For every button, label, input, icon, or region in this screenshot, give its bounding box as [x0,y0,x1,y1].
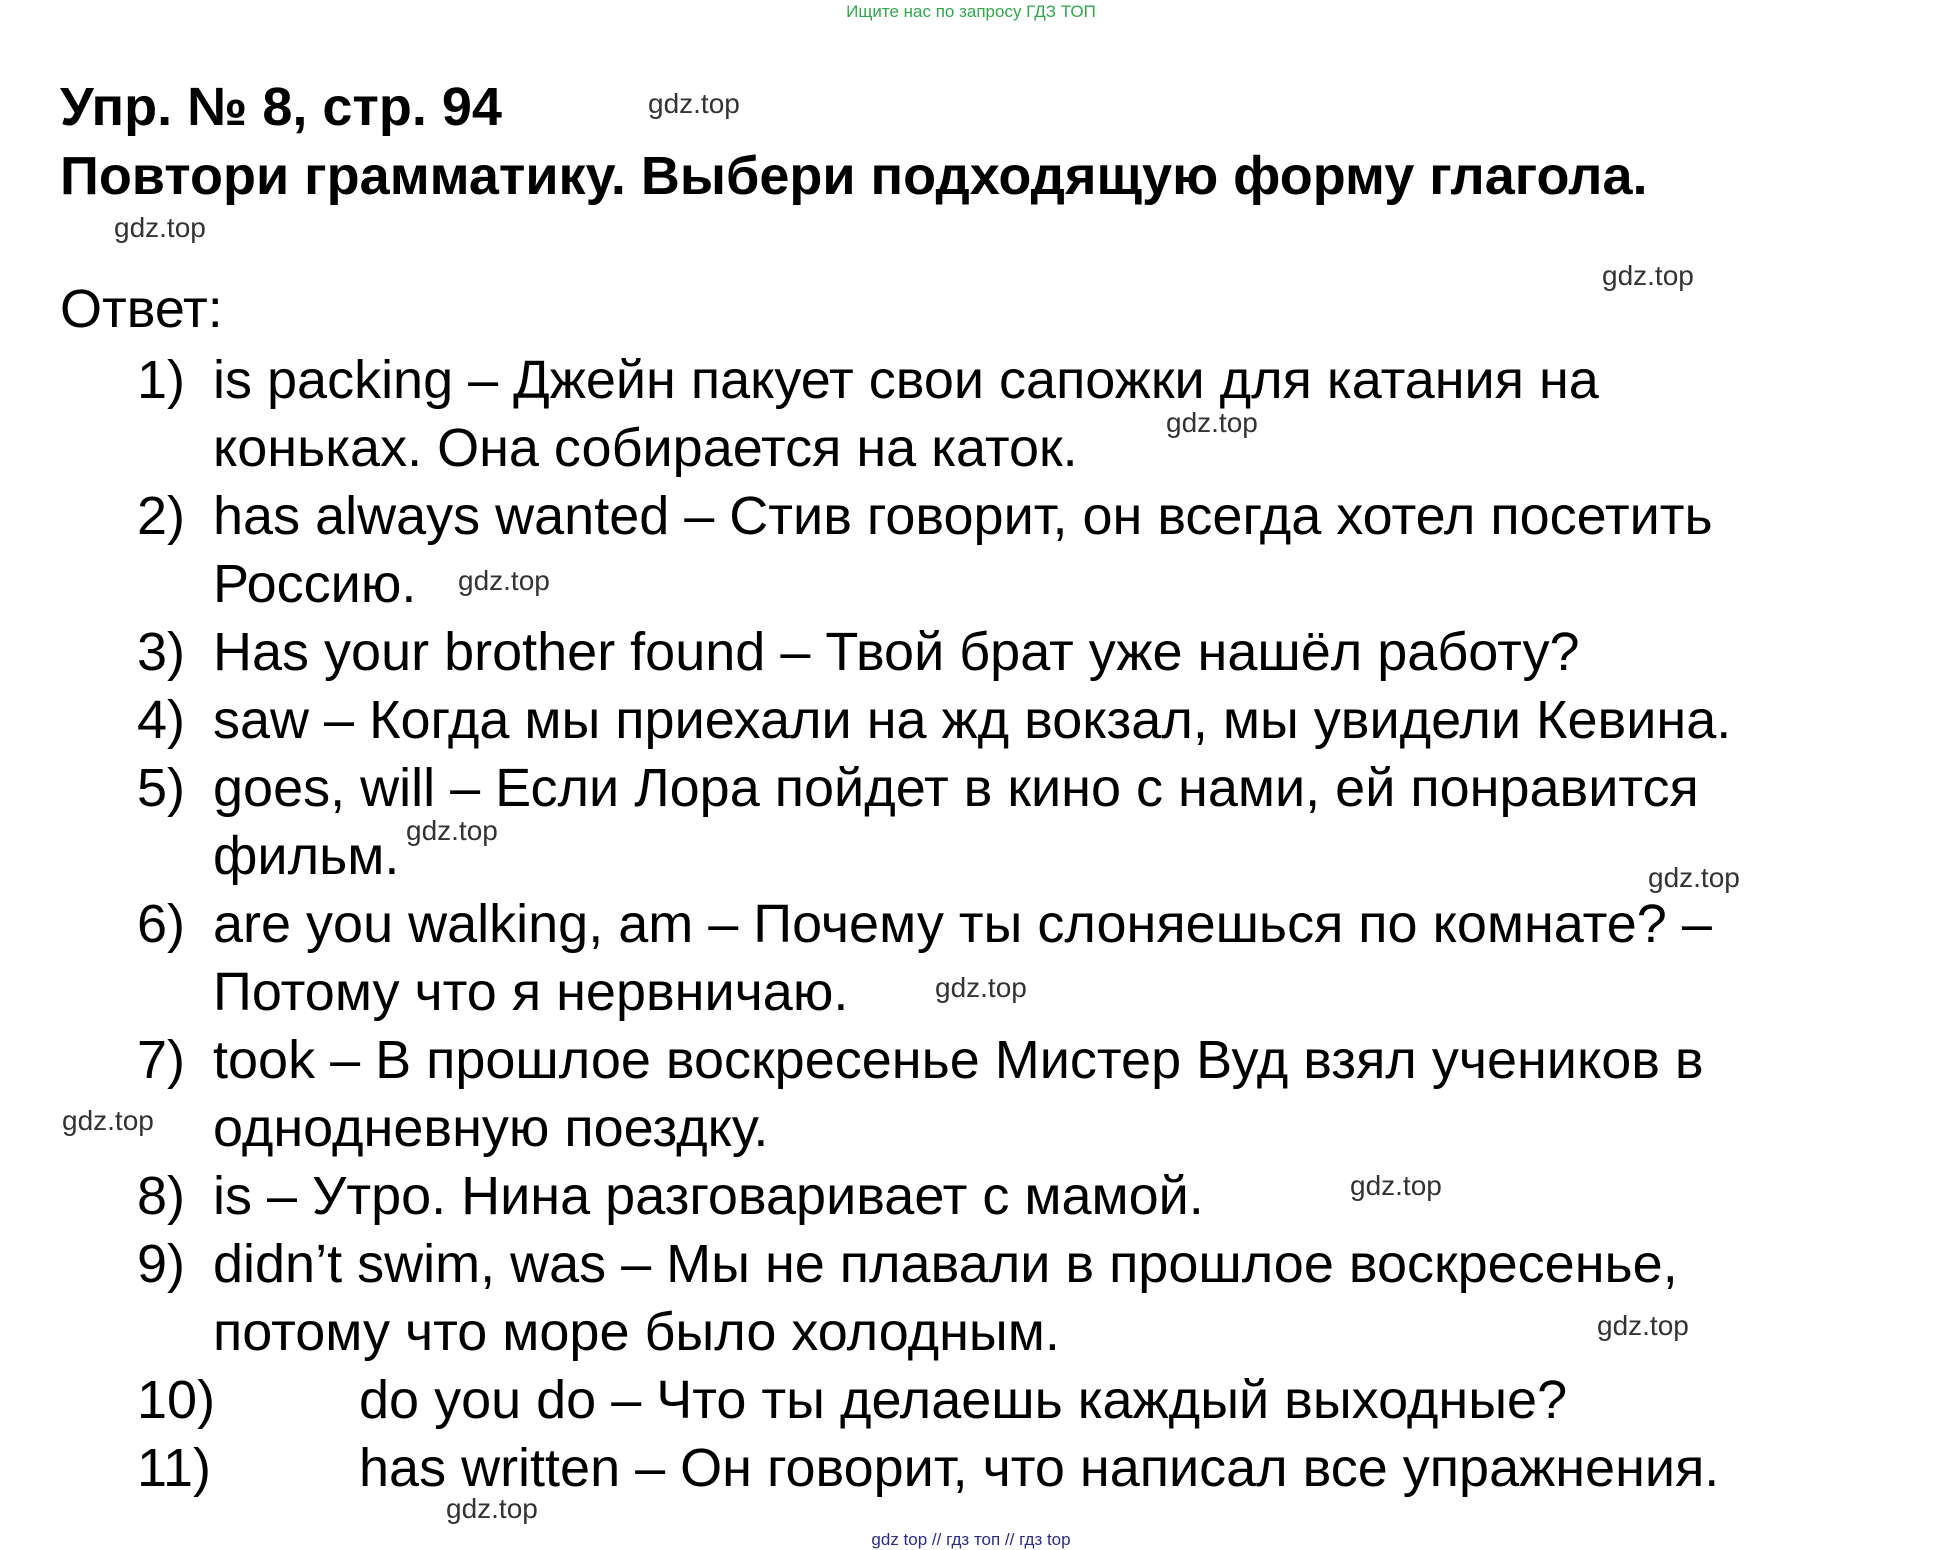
answer-text: are you walking, am – Почему ты слоняешься по комнате? – [213,894,1712,954]
watermark: gdz.top [446,1493,538,1524]
answer-label: Ответ: [60,279,223,339]
watermark: gdz.top [1648,862,1740,893]
answer-text: Россию. [213,554,417,614]
watermark: gdz.top [406,815,498,846]
answer-number: 7) [137,1030,186,1090]
answer-text: is – Утро. Нина разговаривает с мамой. [213,1166,1204,1226]
answer-number: 10) [137,1370,216,1430]
answer-text: has written – Он говорит, что написал все упражнения. [359,1438,1720,1498]
answer-text: didn’t swim, was – Мы не плавали в прошлое воскресенье, [213,1234,1678,1294]
top-banner: Ищите нас по запросу ГДЗ ТОП [846,2,1096,21]
answer-text: потому что море было холодным. [213,1302,1060,1362]
answer-text: do you do – Что ты делаешь каждый выходные? [359,1370,1568,1430]
watermark: gdz.top [114,212,206,243]
exercise-instruction: Повтори грамматику. Выбери подходящую форму глагола. [60,146,1648,206]
bottom-banner: gdz top // гдз топ // гдз top [871,1530,1071,1549]
exercise-title: Упр. № 8, стр. 94 [60,77,502,137]
answer-number: 6) [137,894,186,954]
answer-text: Потому что я нервничаю. [213,962,849,1022]
watermark: gdz.top [1350,1170,1442,1201]
answer-text: Has your brother found – Твой брат уже нашёл работу? [213,622,1580,682]
watermark: gdz.top [935,972,1027,1003]
watermark: gdz.top [458,565,550,596]
answer-text: однодневную поездку. [213,1098,769,1158]
answer-text: saw – Когда мы приехали на жд вокзал, мы увидели Кевина. [213,690,1732,750]
answer-number: 4) [137,690,186,750]
watermark: gdz.top [648,88,740,119]
answer-number: 1) [137,350,186,410]
answer-text: is packing – Джейн пакует свои сапожки для катания на [213,350,1599,410]
answer-number: 3) [137,622,186,682]
answer-text: коньках. Она собирается на каток. [213,418,1078,478]
answer-number: 5) [137,758,186,818]
answer-number: 2) [137,486,186,546]
answer-text: фильм. [213,826,400,886]
watermark: gdz.top [1597,1310,1689,1341]
answer-text: goes, will – Если Лора пойдет в кино с нами, ей понравится [213,758,1699,818]
answer-number: 8) [137,1166,186,1226]
answer-text: took – В прошлое воскресенье Мистер Вуд взял учеников в [213,1030,1704,1090]
watermark: gdz.top [62,1105,154,1136]
watermark: gdz.top [1166,407,1258,438]
answer-text: has always wanted – Стив говорит, он всегда хотел посетить [213,486,1713,546]
answer-number: 11) [137,1438,212,1498]
answer-number: 9) [137,1234,186,1294]
watermark: gdz.top [1602,260,1694,291]
